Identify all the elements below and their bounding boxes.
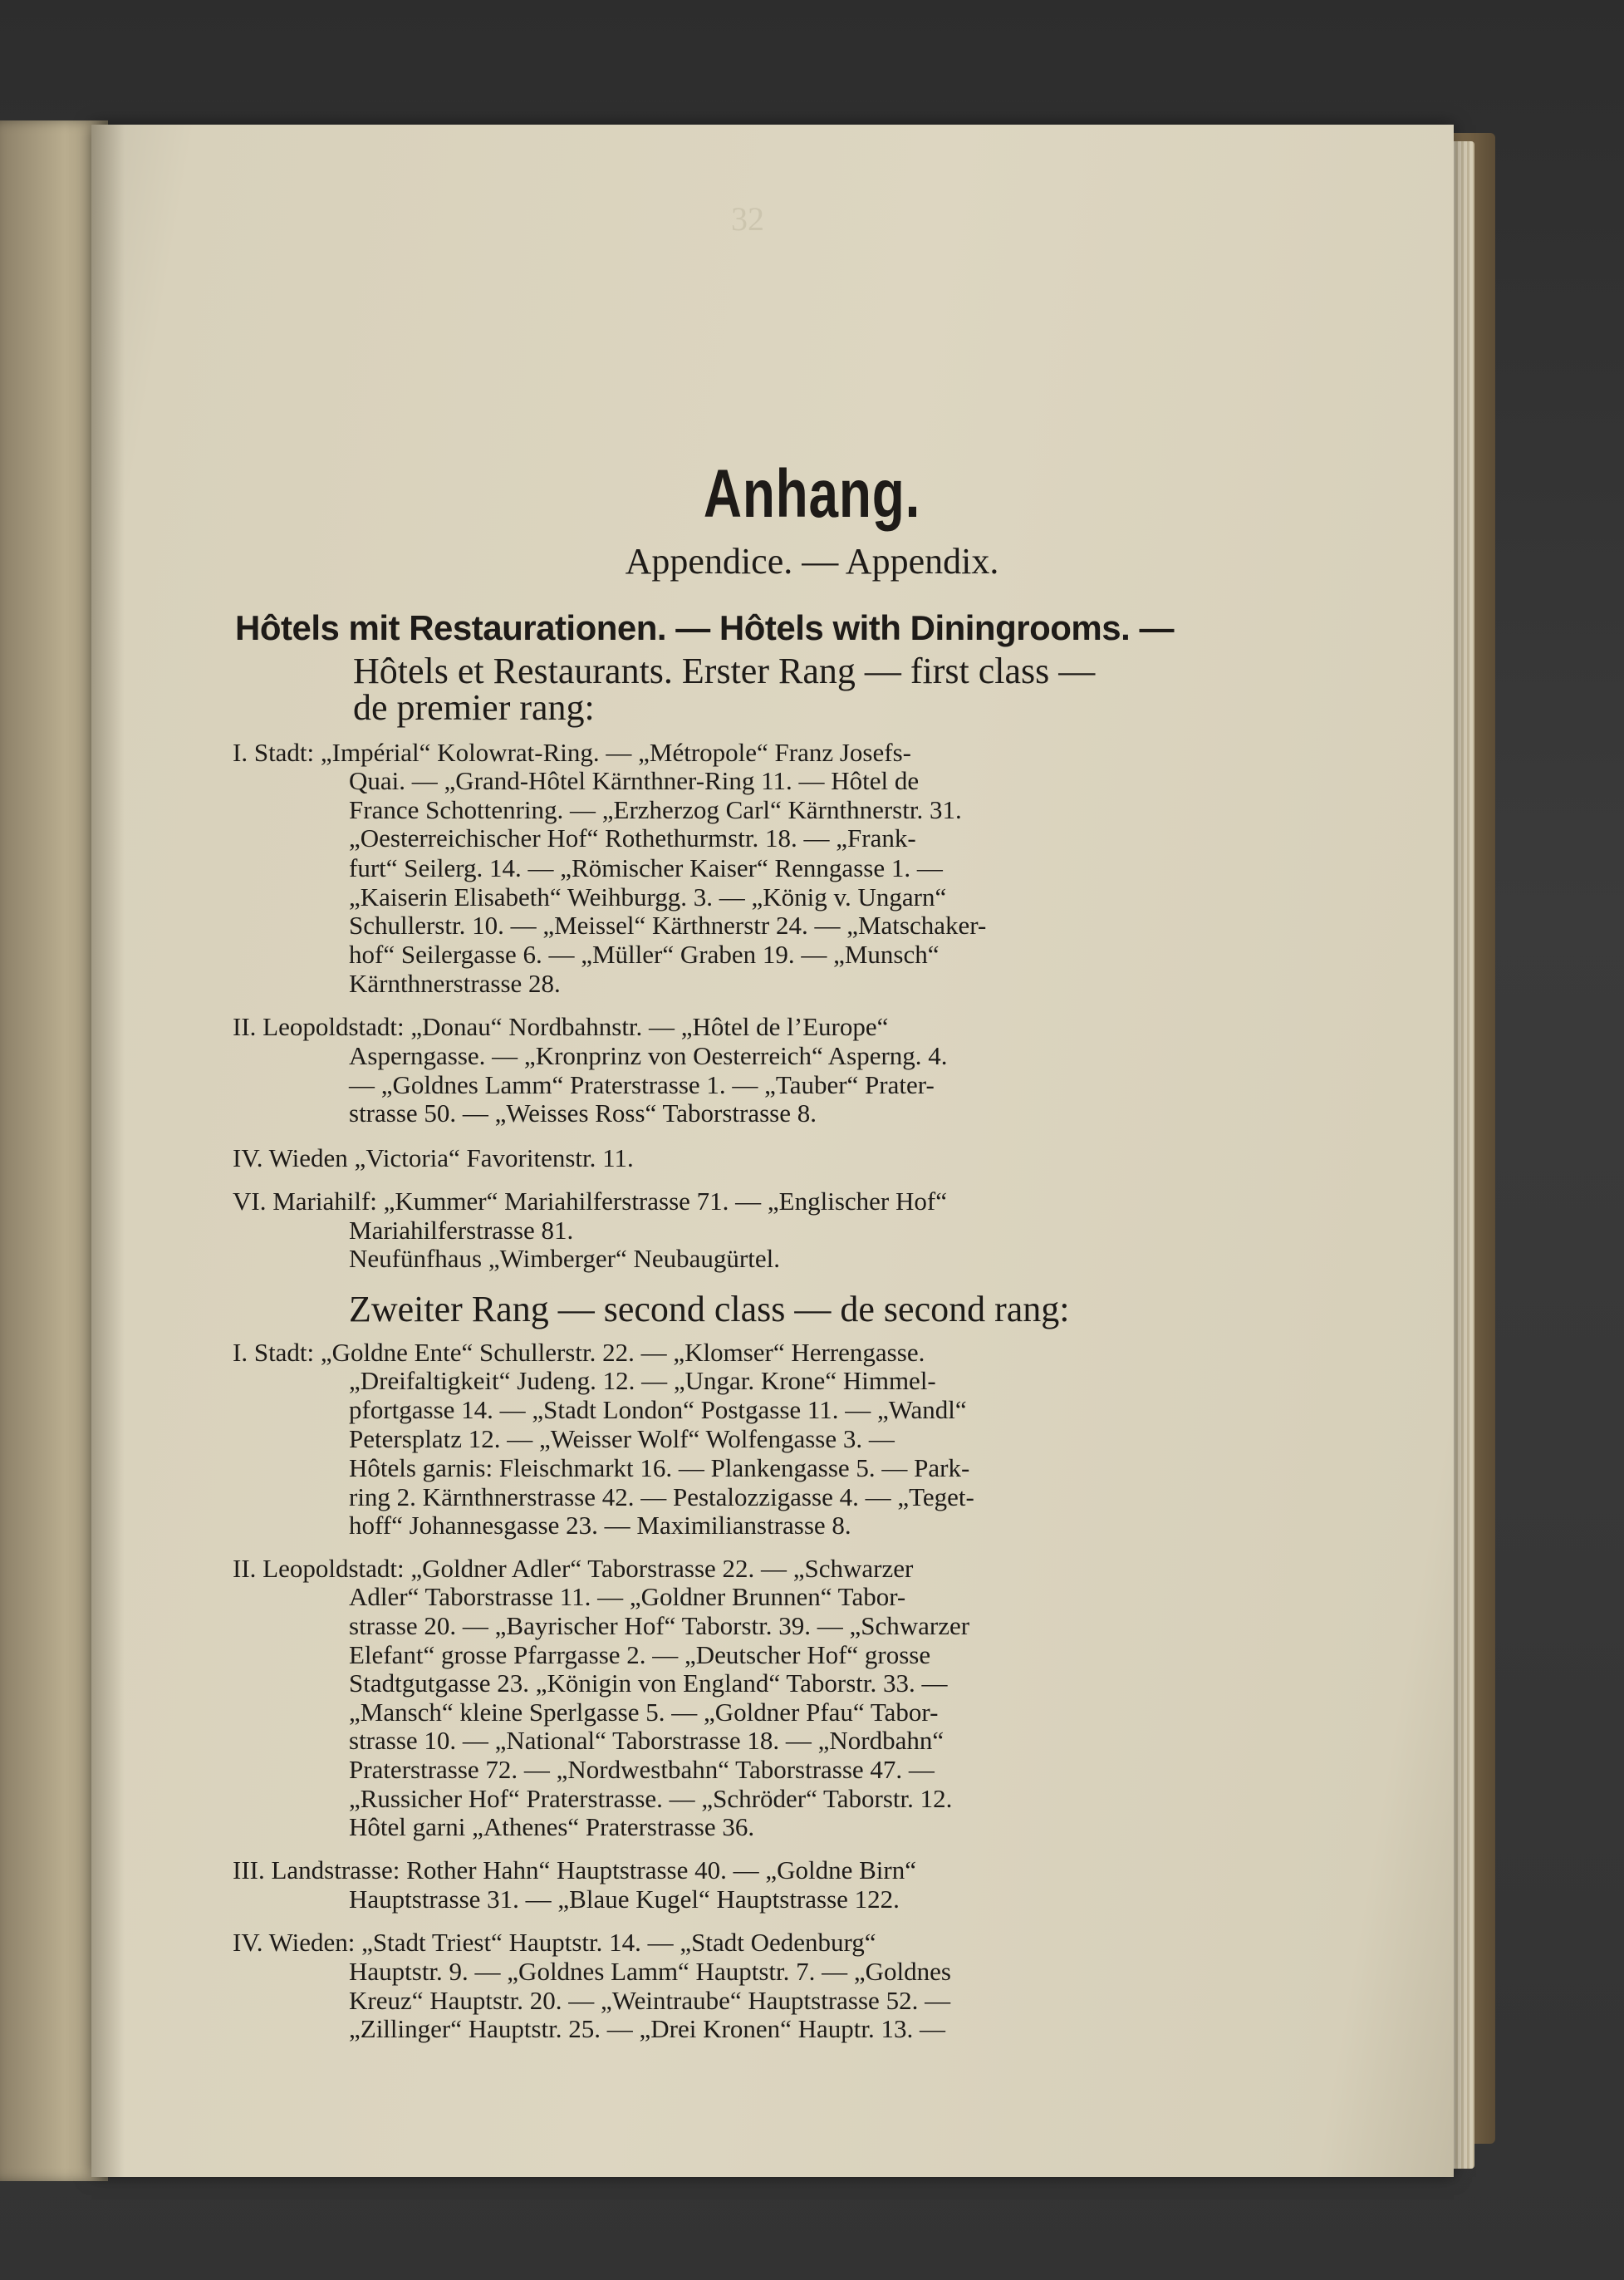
- first-class-line: Neufünfhaus „Wimberger“ Neubaugürtel.: [349, 1244, 780, 1273]
- second-class-line: pfortgasse 14. — „Stadt London“ Postgasse 11. — „Wandl“: [349, 1395, 967, 1424]
- first-class-line: „Oesterreichischer Hof“ Rothethurmstr. 18. — „Frank-: [349, 823, 916, 853]
- second-class-line: strasse 20. — „Bayrischer Hof“ Taborstr. 39. — „Schwarzer: [349, 1611, 970, 1640]
- second-class-line: II. Leopoldstadt: „Goldner Adler“ Taborstrasse 22. — „Schwarzer: [233, 1554, 914, 1583]
- second-class-line: Stadtgutgasse 23. „Königin von England“ Taborstr. 33. —: [349, 1668, 948, 1698]
- heading-text-1: Hôtels mit Restaurationen. — Hôtels with Diningrooms. —: [235, 608, 1174, 647]
- second-class-line: „Mansch“ kleine Sperlgasse 5. — „Goldner Pfau“ Tabor-: [349, 1698, 939, 1727]
- second-class-line: Hauptstr. 9. — „Goldnes Lamm“ Hauptstr. 7. — „Goldnes: [349, 1957, 951, 1986]
- first-class-line: hof“ Seilergasse 6. — „Müller“ Graben 19. — „Munsch“: [349, 940, 940, 969]
- first-class-line: — „Goldnes Lamm“ Praterstrasse 1. — „Tauber“ Prater-: [349, 1070, 935, 1099]
- second-class-line: „Dreifaltigkeit“ Judeng. 12. — „Ungar. Krone“ Himmel-: [349, 1366, 936, 1395]
- first-class-line: furt“ Seilerg. 14. — „Römischer Kaiser“ Renngasse 1. —: [349, 853, 943, 882]
- second-class-line: ring 2. Kärnthnerstrasse 42. — Pestalozzigasse 4. — „Teget-: [349, 1482, 974, 1511]
- second-class-line: Adler“ Taborstrasse 11. — „Goldner Brunnen“ Tabor-: [349, 1582, 906, 1611]
- second-class-line: Kreuz“ Hauptstr. 20. — „Weintraube“ Hauptstrasse 52. —: [349, 1986, 951, 2015]
- second-class-line: Praterstrasse 72. — „Nordwestbahn“ Taborstrasse 47. —: [349, 1755, 935, 1784]
- first-class-line: strasse 50. — „Weisses Ross“ Taborstrasse 8.: [349, 1098, 817, 1128]
- second-class-line: III. Landstrasse: Rother Hahn“ Hauptstrasse 40. — „Goldne Birn“: [233, 1855, 916, 1884]
- second-class-line: Elefant“ grosse Pfarrgasse 2. — „Deutscher Hof“ grosse: [349, 1640, 931, 1669]
- page-subtitle: Appendice. — Appendix.: [625, 541, 999, 582]
- first-class-line: Mariahilferstrasse 81.: [349, 1216, 574, 1245]
- second-class-line: Petersplatz 12. — „Weisser Wolf“ Wolfengasse 3. —: [349, 1424, 895, 1453]
- page-title: Anhang.: [703, 456, 921, 532]
- second-class-heading: Zweiter Rang — second class — de second rang:: [349, 1289, 1070, 1329]
- first-class-line: I. Stadt: „Impérial“ Kolowrat-Ring. — „Métropole“ Franz Josefs-: [233, 738, 911, 767]
- show-through-page-number: 32: [731, 200, 764, 238]
- first-class-line: VI. Mariahilf: „Kummer“ Mariahilferstrasse 71. — „Englischer Hof“: [233, 1187, 947, 1216]
- heading-text-3: de premier rang:: [353, 687, 595, 728]
- first-class-line: Quai. — „Grand-Hôtel Kärnthner-Ring 11. — Hôtel de: [349, 766, 920, 795]
- second-class-line: hoff“ Johannesgasse 23. — Maximilianstrasse 8.: [349, 1511, 851, 1540]
- second-class-line: IV. Wieden: „Stadt Triest“ Hauptstr. 14. — „Stadt Oedenburg“: [233, 1928, 876, 1957]
- second-class-line: Hôtels garnis: Fleischmarkt 16. — Plankengasse 5. — Park-: [349, 1453, 970, 1482]
- second-class-line: Hôtel garni „Athenes“ Praterstrasse 36.: [349, 1812, 755, 1841]
- first-class-line: Asperngasse. — „Kronprinz von Oesterreich“ Asperng. 4.: [349, 1041, 948, 1070]
- first-class-line: II. Leopoldstadt: „Donau“ Nordbahnstr. — „Hôtel de l’Europe“: [233, 1012, 889, 1041]
- second-class-line: strasse 10. — „National“ Taborstrasse 18. — „Nordbahn“: [349, 1726, 944, 1755]
- first-class-line: France Schottenring. — „Erzherzog Carl“ Kärnthnerstr. 31.: [349, 795, 962, 824]
- second-class-line: „Zillinger“ Hauptstr. 25. — „Drei Kronen“ Hauptr. 13. —: [349, 2014, 945, 2043]
- first-class-line: „Kaiserin Elisabeth“ Weihburgg. 3. — „König v. Ungarn“: [349, 882, 947, 912]
- second-class-line: I. Stadt: „Goldne Ente“ Schullerstr. 22. — „Klomser“ Herrengasse.: [233, 1338, 925, 1367]
- first-class-line: IV. Wieden „Victoria“ Favoritenstr. 11.: [233, 1143, 634, 1172]
- first-class-line: Schullerstr. 10. — „Meissel“ Kärthnerstr 24. — „Matschaker-: [349, 911, 987, 940]
- heading-line-1: [235, 607, 1174, 650]
- second-class-line: Hauptstrasse 31. — „Blaue Kugel“ Hauptstrasse 122.: [349, 1884, 900, 1914]
- heading-line-3: [353, 686, 595, 730]
- page-gutter: [91, 125, 125, 2177]
- second-class-line: „Russicher Hof“ Praterstrasse. — „Schröder“ Taborstr. 12.: [349, 1784, 953, 1813]
- first-class-line: Kärnthnerstrasse 28.: [349, 969, 561, 998]
- heading-text-2: Hôtels et Restaurants. Erster Rang — first class —: [353, 651, 1096, 691]
